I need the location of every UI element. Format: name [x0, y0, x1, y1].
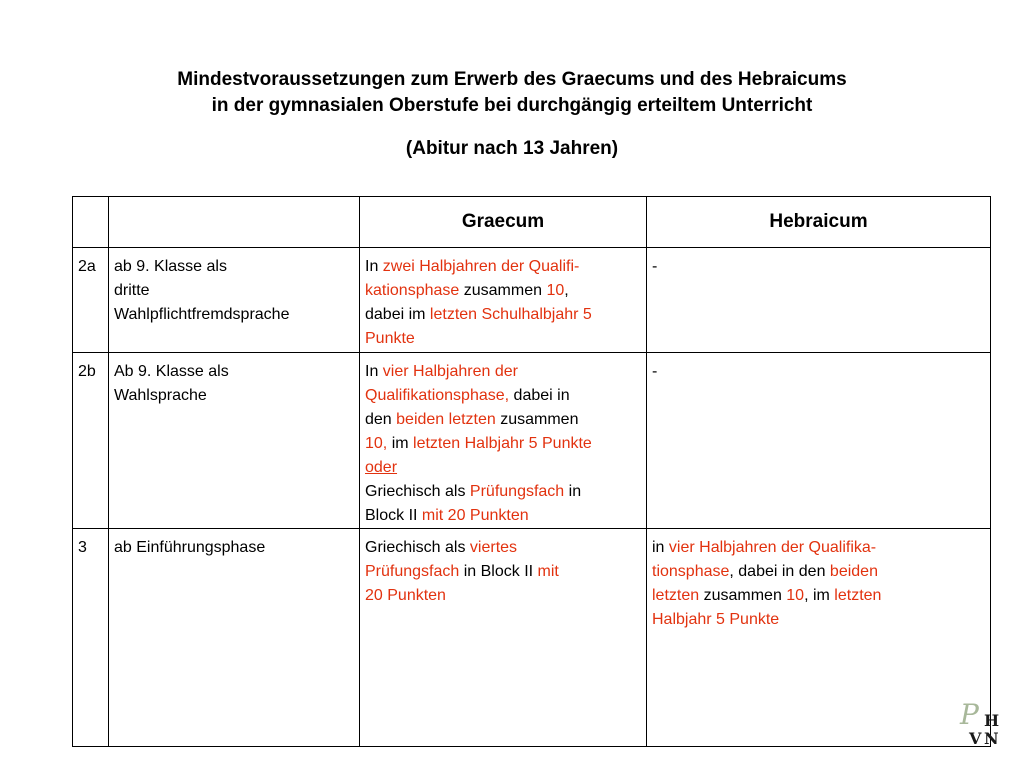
highlight-span: vier Halbjahren der: [382, 363, 518, 380]
requirement-line: [652, 536, 985, 560]
requirement-line: [652, 584, 985, 608]
highlight-span: oder: [365, 459, 398, 476]
requirement-line: [365, 536, 641, 560]
text-span: Block II: [365, 507, 422, 524]
row-number: 2b: [73, 353, 109, 529]
table-header-row: [73, 197, 991, 248]
page-subtitle: (Abitur nach 13 Jahren): [405, 138, 619, 159]
highlight-span: Punkte: [365, 330, 415, 347]
text-span: zusammen: [495, 411, 579, 428]
highlight-span: 10: [786, 587, 805, 604]
text-span: im: [387, 435, 414, 452]
highlight-span: 20 Punkten: [365, 587, 446, 604]
level-line: Wahlpflichtfremdsprache: [114, 306, 290, 323]
page-title-line-1: Mindestvoraussetzungen zum Erwerb des Graecums und des Hebraicums: [177, 69, 847, 90]
header-cell-number: [73, 197, 109, 248]
level-line: ab 9. Klasse als: [114, 258, 227, 275]
highlight-span: beiden letzten: [396, 411, 496, 428]
logo-letter-n: N: [984, 729, 999, 748]
highlight-span: der Qualifi-: [501, 258, 580, 275]
requirement-line: [365, 279, 641, 303]
requirement-line: [365, 303, 641, 327]
header-cell-level: [109, 197, 360, 248]
text-span: den: [365, 411, 397, 428]
requirement-line: [652, 560, 985, 584]
highlight-span: Prüfungsfach: [469, 483, 565, 500]
level-line: ab Einführungsphase: [114, 539, 266, 556]
logo-letter-h: H: [984, 711, 1000, 730]
table-row: [73, 353, 991, 529]
highlight-span: mit 20 Punkten: [421, 507, 529, 524]
text-span: , im: [804, 587, 835, 604]
requirement-line: [365, 360, 641, 384]
text-span: in: [564, 483, 582, 500]
hebraicum-requirement: -: [647, 353, 991, 529]
highlight-span: mit: [537, 563, 559, 580]
requirement-line: [365, 480, 641, 504]
highlight-span: kationsphase: [365, 282, 460, 299]
row-level: [109, 248, 360, 353]
text-span: In: [365, 258, 383, 275]
logo-script-letter: P: [960, 700, 979, 731]
requirement-line: [365, 584, 641, 608]
requirements-table: [72, 196, 991, 747]
highlight-span: tionsphase: [652, 563, 730, 580]
text-span: in: [652, 539, 669, 556]
row-number: 3: [73, 529, 109, 747]
text-span: Griechisch als: [365, 539, 470, 556]
highlight-span: Qualifikationsphase,: [365, 387, 510, 404]
requirement-line: [365, 255, 641, 279]
requirement-line: [652, 608, 985, 632]
text-span: , dabei in den: [729, 563, 830, 580]
highlight-span: 10,: [365, 435, 388, 452]
requirement-line: [365, 456, 641, 480]
logo-letter-v: V: [969, 729, 982, 748]
row-level: [109, 529, 360, 747]
header-cell-hebraicum: Hebraicum: [647, 197, 991, 248]
text-span: Griechisch als: [365, 483, 470, 500]
table-row: [73, 529, 991, 747]
text-span: dabei im: [365, 306, 430, 323]
text-span: ,: [564, 282, 569, 299]
highlight-span: zwei Halbjahren: [382, 258, 497, 275]
page-title-line-2: in der gymnasialen Oberstufe bei durchgängig erteiltem Unterricht: [211, 95, 813, 116]
graecum-requirement: [360, 529, 647, 747]
hebraicum-requirement: [647, 529, 991, 747]
level-line: dritte: [114, 282, 150, 299]
highlight-span: letzten Schulhalbjahr 5: [429, 306, 592, 323]
level-line: Ab 9. Klasse als: [114, 363, 229, 380]
row-level: [109, 353, 360, 529]
highlight-span: letzten: [834, 587, 882, 604]
highlight-span: letzten: [652, 587, 700, 604]
text-span: zusammen: [699, 587, 787, 604]
highlight-span: 10: [546, 282, 565, 299]
requirement-line: [365, 408, 641, 432]
requirement-line: [365, 560, 641, 584]
hebraicum-requirement: -: [647, 248, 991, 353]
graecum-requirement: [360, 353, 647, 529]
highlight-span: Prüfungsfach: [365, 563, 460, 580]
graecum-requirement: [360, 248, 647, 353]
text-span: dabei in: [509, 387, 570, 404]
header-cell-graecum: Graecum: [360, 197, 647, 248]
table-row: [73, 248, 991, 353]
text-span: zusammen: [459, 282, 547, 299]
phvn-logo: [958, 700, 1006, 748]
requirement-line: [365, 504, 641, 528]
highlight-span: letzten Halbjahr 5 Punkte: [413, 435, 592, 452]
text-span: In: [365, 363, 383, 380]
highlight-span: vier Halbjahren der Qualifika-: [668, 539, 877, 556]
row-number: 2a: [73, 248, 109, 353]
highlight-span: beiden: [829, 563, 878, 580]
highlight-span: viertes: [469, 539, 518, 556]
requirement-line: [365, 327, 641, 351]
highlight-span: Halbjahr 5 Punkte: [652, 611, 780, 628]
level-line: Wahlsprache: [114, 387, 207, 404]
text-span: in Block II: [459, 563, 538, 580]
requirement-line: [365, 384, 641, 408]
requirement-line: [365, 432, 641, 456]
